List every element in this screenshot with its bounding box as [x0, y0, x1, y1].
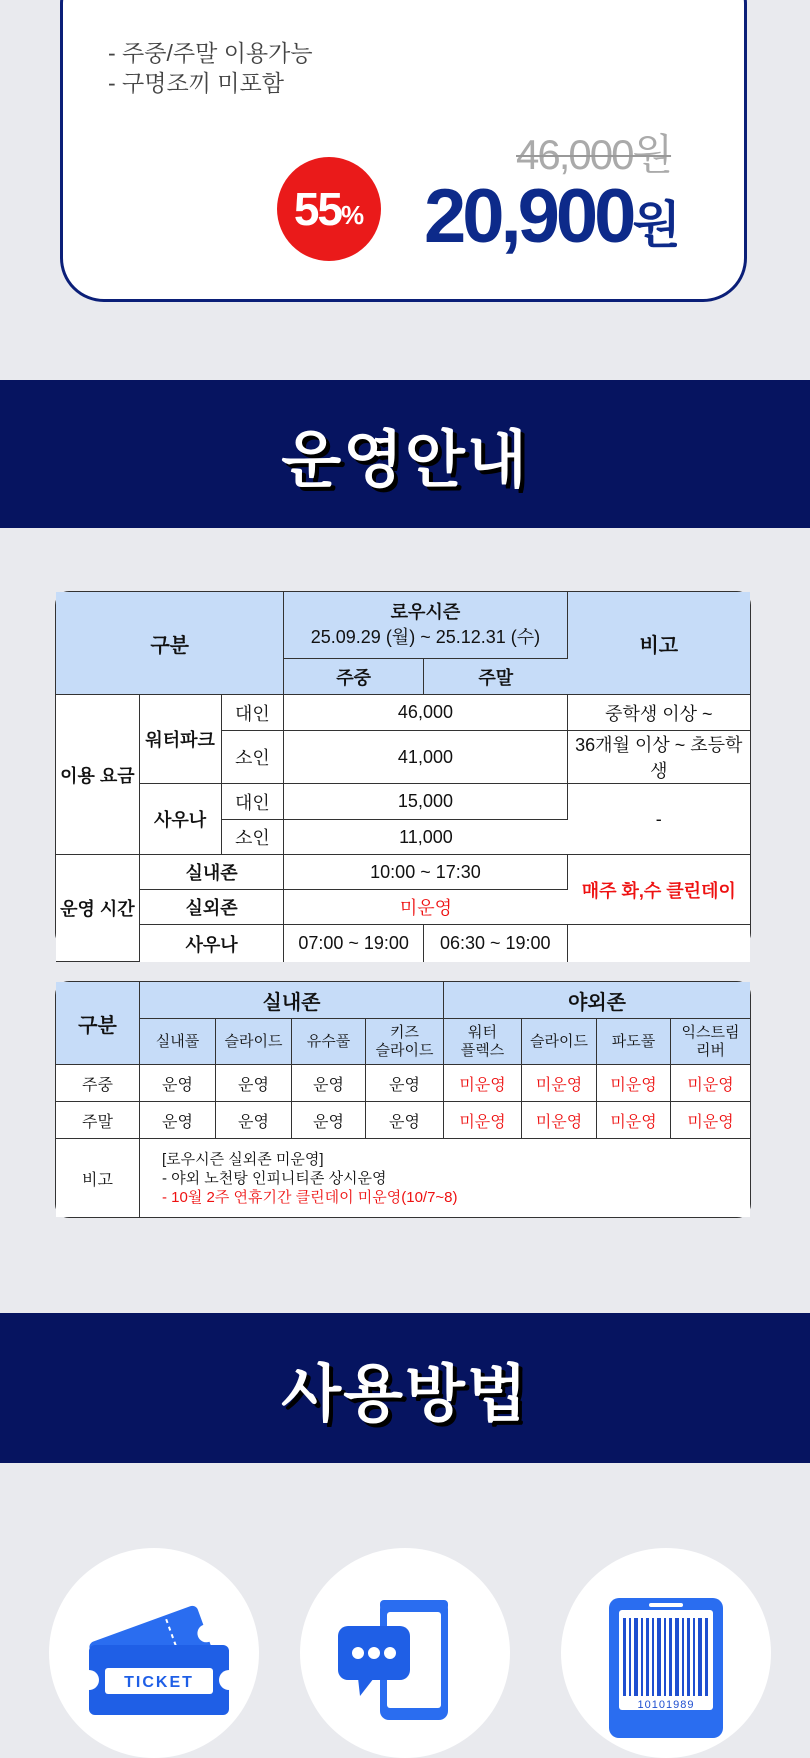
zone-status-cell: 미운영 — [522, 1065, 597, 1102]
remark-child: 36개월 이상 ~ 초등학생 — [568, 731, 750, 784]
chat-phone-icon — [300, 1548, 510, 1758]
zone-status-cell: 미운영 — [444, 1102, 522, 1139]
fee-label: 이용 요금 — [56, 695, 140, 855]
ticket-text: TICKET — [124, 1674, 194, 1691]
zone-column-header — [292, 1019, 366, 1065]
sale-price-unit: 원 — [632, 197, 681, 253]
waterpark-child-price: 41,000 — [284, 731, 567, 784]
empty-cell — [568, 925, 750, 962]
cleaning-day: 매주 화,수 클린데이 — [568, 855, 750, 925]
zone-header-category: 구분 — [56, 982, 140, 1065]
zone-status-cell: 운영 — [140, 1102, 216, 1139]
waterpark-label: 워터파크 — [140, 695, 222, 784]
operation-table — [55, 591, 751, 955]
zone-status-cell: 미운영 — [597, 1102, 671, 1139]
note-line: - 구명조끼 미포함 — [108, 70, 284, 96]
season-dates: 25.09.29 (월) ~ 25.12.31 (수) — [310, 627, 541, 647]
column-label-line: 유수풀 — [306, 1032, 351, 1050]
outdoor-zone-header: 야외존 — [444, 982, 750, 1019]
header-weekday: 주중 — [284, 659, 424, 695]
note-line: - 주중/주말 이용가능 — [108, 40, 313, 66]
original-price: 46,000원 — [516, 131, 672, 178]
header-remarks: 비고 — [568, 592, 750, 695]
indoor-zone-header: 실내존 — [140, 982, 444, 1019]
header-category: 구분 — [56, 592, 284, 695]
remarks-content — [140, 1139, 750, 1217]
column-label-line: 익스트림 — [681, 1023, 740, 1041]
price-section — [0, 0, 810, 380]
column-label-line: 워터 — [468, 1023, 497, 1041]
zone-row-label: 주말 — [56, 1102, 140, 1139]
zone-column-header — [216, 1019, 292, 1065]
child-label: 소인 — [222, 731, 285, 784]
zone-status-cell: 운영 — [366, 1065, 444, 1102]
chat-step — [300, 1548, 510, 1758]
zone-status-cell: 미운영 — [597, 1065, 671, 1102]
indoor-zone-label: 실내존 — [140, 855, 285, 890]
zone-status-cell: 운영 — [216, 1065, 292, 1102]
column-label-line: 슬라이드 — [224, 1032, 283, 1050]
column-label-line: 키즈 — [390, 1023, 419, 1041]
outdoor-zone-label: 실외존 — [140, 890, 285, 925]
discount-badge — [277, 157, 381, 261]
sauna-weekend-hours: 06:30 ~ 19:00 — [424, 925, 568, 962]
column-label-line: 슬라이드 — [375, 1041, 434, 1059]
column-label-line: 파도풀 — [611, 1032, 656, 1050]
zone-row-label: 주중 — [56, 1065, 140, 1102]
sauna-weekday-hours: 07:00 ~ 19:00 — [284, 925, 424, 962]
child-label: 소인 — [222, 820, 285, 855]
barcode-step — [561, 1548, 771, 1758]
indoor-hours: 10:00 ~ 17:30 — [284, 855, 567, 890]
zone-column-header — [671, 1019, 750, 1065]
waterpark-adult-price: 46,000 — [284, 695, 567, 731]
how-to-use-banner — [0, 1313, 810, 1463]
remark-line: - 10월 2주 연휴기간 클린데이 미운영(10/7~8) — [162, 1188, 458, 1206]
zone-status-cell: 운영 — [366, 1102, 444, 1139]
section-title: 운영안내 — [281, 425, 529, 495]
barcode-phone-icon — [561, 1548, 771, 1758]
zone-status-cell: 운영 — [292, 1102, 366, 1139]
header-weekend: 주말 — [424, 659, 568, 695]
operation-info-banner — [0, 380, 810, 528]
hours-label: 운영 시간 — [56, 855, 140, 962]
adult-label: 대인 — [222, 695, 285, 731]
sauna-label: 사우나 — [140, 784, 222, 855]
zone-row — [56, 1102, 750, 1139]
sauna-adult-price: 15,000 — [284, 784, 567, 820]
column-label-line: 플렉스 — [460, 1041, 505, 1059]
zone-column-header — [444, 1019, 522, 1065]
sale-price — [424, 172, 681, 270]
zone-status-cell: 운영 — [292, 1065, 366, 1102]
column-label-line: 슬라이드 — [530, 1032, 588, 1050]
zone-column-header — [366, 1019, 444, 1065]
remarks-label: 비고 — [56, 1139, 140, 1217]
zone-column-header — [140, 1019, 216, 1065]
discount-unit: % — [341, 199, 365, 230]
sauna-hours-label: 사우나 — [140, 925, 285, 962]
zone-status-cell: 운영 — [140, 1065, 216, 1102]
section-title: 사용방법 — [281, 1359, 529, 1429]
sauna-child-price: 11,000 — [284, 820, 567, 855]
remark-adult: 중학생 이상 ~ — [568, 695, 750, 731]
zone-column-header — [597, 1019, 671, 1065]
zone-status-cell: 미운영 — [522, 1102, 597, 1139]
zone-status-cell: 미운영 — [671, 1102, 750, 1139]
ticket-icon — [49, 1548, 259, 1758]
zone-table — [55, 981, 751, 1218]
zone-status-cell: 미운영 — [444, 1065, 522, 1102]
remark-line: [로우시즌 실외존 미운영] — [162, 1150, 324, 1168]
header-season — [284, 592, 567, 659]
remark-sauna: - — [568, 784, 750, 855]
sale-price-value: 20,900 — [424, 174, 633, 259]
ticket-step — [49, 1548, 259, 1758]
price-notes — [108, 38, 313, 98]
zone-column-header — [522, 1019, 597, 1065]
adult-label: 대인 — [222, 784, 285, 820]
column-label-line: 리버 — [696, 1041, 725, 1059]
season-name: 로우시즌 — [390, 602, 461, 622]
remark-line: - 야외 노천탕 인피니티존 상시운영 — [162, 1169, 387, 1187]
discount-value: 55 — [293, 183, 342, 235]
column-label-line: 실내풀 — [155, 1032, 200, 1050]
zone-row — [56, 1065, 750, 1102]
barcode-number: 10101989 — [637, 1699, 695, 1711]
zone-status-cell: 운영 — [216, 1102, 292, 1139]
outdoor-status: 미운영 — [284, 890, 567, 925]
zone-status-cell: 미운영 — [671, 1065, 750, 1102]
